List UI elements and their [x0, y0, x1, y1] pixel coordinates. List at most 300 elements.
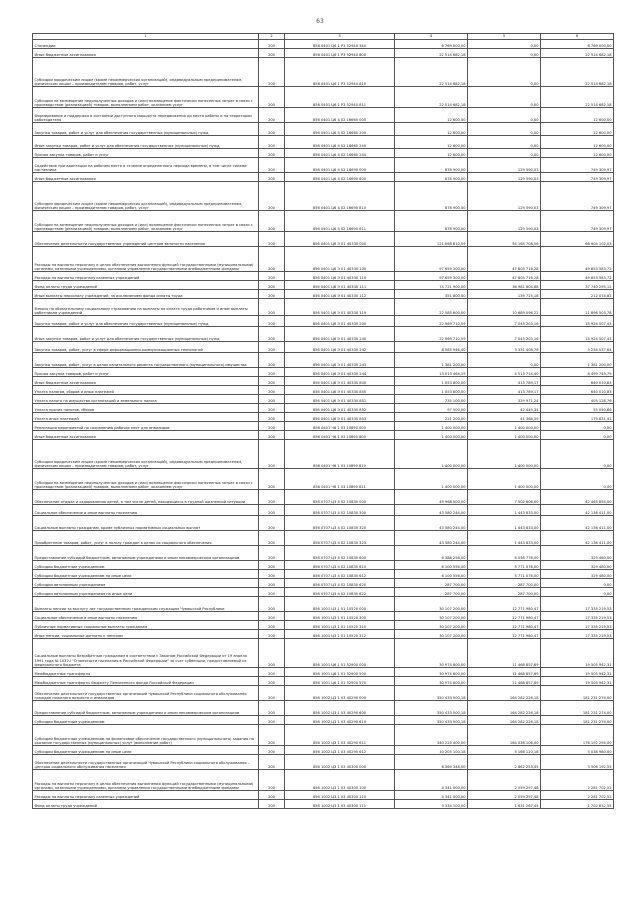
budget-line-name: Обеспечение деятельности государственных организаций Чувашской Республики социального обслуживания граждан пожилого возраста и инвалидов [33, 686, 259, 701]
admin-code: 200 [259, 413, 285, 422]
classification-code: 856 0401 Ц6 4 02 16660 200 [285, 123, 395, 136]
executed-amount: 0,00 [468, 136, 541, 149]
admin-code: 200 [259, 716, 285, 725]
table-row [33, 516, 614, 531]
executed-amount: 0,00 [468, 353, 541, 368]
table-row [33, 505, 614, 516]
budget-line-name: Предоставление субсидий бюджетным, автономным учреждениям и иным некоммерческим организациям [33, 546, 259, 561]
unexecuted-amount: 5 234 537,64 [541, 342, 614, 353]
classification-code: 856 0401 Ц6 Э 01 40330 000 [285, 232, 395, 247]
table-row [33, 588, 614, 597]
budget-table [32, 33, 614, 809]
table-row [33, 353, 614, 368]
table-row [33, 469, 614, 490]
approved-amount: 22 514 682,18 [395, 87, 468, 108]
classification-code: 856 0401 Ц6 1 P3 52940 810 [285, 58, 395, 87]
classification-code: 856 0401 Ц6 Э 01 40330 853 [285, 413, 395, 422]
classification-code: 856 1001 Ц3 1 01 10520 310 [285, 621, 395, 630]
unexecuted-amount: 19 505 942,31 [541, 677, 614, 686]
budget-line-name: Иные бюджетные ассигнования [33, 173, 259, 182]
classification-code: 856 0707 Ц3 4 02 10830 000 [285, 490, 395, 505]
approved-amount: 351 800,00 [395, 290, 468, 299]
unexecuted-amount: 42 465 894,00 [541, 490, 614, 505]
budget-line-name: Взносы по обязательному социальному страхованию на выплаты по оплате труда работников и иные выплаты работникам учреждений [33, 299, 259, 316]
admin-code: 200 [259, 686, 285, 701]
unexecuted-amount: 49 853 583,72 [541, 247, 614, 272]
admin-code: 200 [259, 677, 285, 686]
approved-amount: 97 659 300,00 [395, 247, 468, 272]
admin-code: 200 [259, 755, 285, 770]
table-row [33, 149, 614, 158]
executed-amount: 0,00 [468, 149, 541, 158]
classification-code: 856 0401 Ц6 Э 01 40330 200 [285, 316, 395, 327]
table-row [33, 386, 614, 395]
admin-code: 200 [259, 49, 285, 58]
admin-code: 200 [259, 621, 285, 630]
classification-code: 856 0401 Ч6 1 03 10890 811 [285, 469, 395, 490]
classification-code: 856 0707 Ц3 4 02 10830 620 [285, 579, 395, 588]
executed-amount: 2 059 297,48 [468, 791, 541, 800]
executed-amount: 1 400 000,00 [468, 440, 541, 469]
admin-code: 200 [259, 136, 285, 149]
budget-line-name: Субсидии автономным учреждениям на иные цели [33, 588, 259, 597]
executed-amount: 2 862 253,45 [468, 755, 541, 770]
executed-amount: 0,00 [468, 87, 541, 108]
approved-amount: 22 514 682,18 [395, 58, 468, 87]
approved-amount: 350 433 500,18 [395, 686, 468, 701]
approved-amount: 6 369 348,00 [395, 755, 468, 770]
approved-amount: 13 013 464,19 [395, 368, 468, 377]
approved-amount: 49 968 500,00 [395, 490, 468, 505]
unexecuted-amount: 0,00 [541, 588, 614, 597]
approved-amount: 30 107 200,00 [395, 621, 468, 630]
admin-code: 200 [259, 316, 285, 327]
executed-amount: 1 400 000,00 [468, 469, 541, 490]
table-row [33, 746, 614, 755]
admin-code: 200 [259, 800, 285, 809]
admin-code: 200 [259, 40, 285, 49]
classification-code: 856 0401 Ц6 1 P3 52940 811 [285, 87, 395, 108]
executed-amount: 3 331 408,76 [468, 342, 541, 353]
executed-amount: 5 771 076,00 [468, 561, 541, 570]
classification-code: 856 0401 Ц6 4 02 16690 811 [285, 211, 395, 232]
table-row [33, 800, 614, 809]
unexecuted-amount: 12 600,00 [541, 149, 614, 158]
table-row [33, 755, 614, 770]
table-row [33, 413, 614, 422]
executed-amount: 6 058 776,00 [468, 546, 541, 561]
executed-amount: 129 590,03 [468, 211, 541, 232]
budget-line-name: Межбюджетные трансферты [33, 668, 259, 677]
approved-amount: 1 381 200,00 [395, 353, 468, 368]
classification-code: 856 0401 Ц6 4 02 16690 000 [285, 158, 395, 173]
admin-code: 200 [259, 668, 285, 677]
unexecuted-amount: 15 924 507,43 [541, 316, 614, 327]
approved-amount: 350 433 500,18 [395, 716, 468, 725]
classification-code: 856 1002 Ц3 1 03 40290 000 [285, 686, 395, 701]
budget-line-name: Реализация мероприятий по сохранению рабочих мест для инвалидов [33, 422, 259, 431]
table-row [33, 342, 614, 353]
admin-code: 200 [259, 579, 285, 588]
unexecuted-amount: 22 514 682,18 [541, 87, 614, 108]
budget-line-name: Выплаты пенсии за выслугу лет государственным гражданским служащим Чувашской Республики [33, 597, 259, 612]
table-row [33, 316, 614, 327]
approved-amount: 30 107 200,00 [395, 630, 468, 639]
classification-code: 856 0707 Ц3 4 02 10830 622 [285, 588, 395, 597]
classification-code: 856 1002 Ц3 1 03 40300 110 [285, 791, 395, 800]
unexecuted-amount: 749 309,97 [541, 158, 614, 173]
table-row [33, 677, 614, 686]
unexecuted-amount: 1 702 832,55 [541, 800, 614, 809]
unexecuted-amount: 5 038 980,00 [541, 746, 614, 755]
budget-line-name: Субсидии бюджетным учреждениям на финансовое обеспечение государственного (муниципального) задания на оказание государственных (муниципальных) услуг (выполнение работ) [33, 725, 259, 746]
classification-code: 856 0401 Ц6 Э 01 40330 850 [285, 386, 395, 395]
admin-code: 200 [259, 211, 285, 232]
budget-line-name: Обеспечение деятельности государственных учреждений центров занятости населения [33, 232, 259, 247]
admin-code: 200 [259, 342, 285, 353]
classification-code: 856 1002 Ц3 1 03 40290 612 [285, 746, 395, 755]
classification-code: 856 0401 Ц6 1 P3 52940 340 [285, 40, 395, 49]
approved-amount: 30 107 200,00 [395, 597, 468, 612]
header-cell: 3 [285, 34, 395, 40]
table-row [33, 570, 614, 579]
executed-amount: 139 725,18 [468, 290, 541, 299]
classification-code: 856 0707 Ц3 4 02 10830 610 [285, 561, 395, 570]
approved-amount: 1 400 000,00 [395, 431, 468, 440]
budget-line-name: Расходы на выплаты персоналу казенных учреждений [33, 272, 259, 281]
executed-amount: 10 689 096,22 [468, 299, 541, 316]
classification-code: 856 1001 Ц3 1 01 10520 300 [285, 612, 395, 621]
budget-line-name: Стипендии [33, 40, 259, 49]
unexecuted-amount: 42 136 411,00 [541, 505, 614, 516]
approved-amount: 22 514 682,18 [395, 49, 468, 58]
unexecuted-amount: 0,00 [541, 431, 614, 440]
unexecuted-amount: 17 335 219,53 [541, 597, 614, 612]
unexecuted-amount: 749 309,97 [541, 211, 614, 232]
budget-line-name: Субсидии автономным учреждениям [33, 579, 259, 588]
executed-amount: 1 400 000,00 [468, 431, 541, 440]
admin-code: 200 [259, 490, 285, 505]
executed-amount: 1 631 267,45 [468, 800, 541, 809]
approved-amount: 43 580 244,00 [395, 516, 468, 531]
classification-code: 856 1002 Ц3 1 03 40300 000 [285, 755, 395, 770]
unexecuted-amount: 22 514 682,18 [541, 58, 614, 87]
table-row [33, 182, 614, 211]
admin-code: 200 [259, 123, 285, 136]
approved-amount: 221 200,00 [395, 413, 468, 422]
unexecuted-amount: 17 335 219,53 [541, 612, 614, 621]
budget-line-name: Иные закупки товаров, работ и услуг для обеспечения государственных (муниципальных) нужд [33, 136, 259, 149]
classification-code: 856 1001 Ц6 1 01 52900 500 [285, 668, 395, 677]
executed-amount: 11 468 857,69 [468, 668, 541, 677]
executed-amount: 0,00 [468, 49, 541, 58]
unexecuted-amount: 12 600,00 [541, 108, 614, 123]
budget-line-name: Субсидии юридическим лицам (кроме некоммерческих организаций), индивидуальным предпринимателям, физическим лицам – производителям товаров, работ, услуг [33, 58, 259, 87]
table-row [33, 281, 614, 290]
admin-code: 200 [259, 597, 285, 612]
executed-amount: 12 771 980,47 [468, 630, 541, 639]
table-row [33, 87, 614, 108]
budget-line-name: Иные пенсии, социальные доплаты к пенсиям [33, 630, 259, 639]
budget-line-name: Предоставление субсидий бюджетным, автономным учреждениям и иным некоммерческим организациям [33, 701, 259, 716]
admin-code: 200 [259, 422, 285, 431]
table-row [33, 290, 614, 299]
approved-amount: 22 969 710,59 [395, 327, 468, 342]
admin-code: 200 [259, 87, 285, 108]
unexecuted-amount: 329 480,00 [541, 546, 614, 561]
admin-code: 200 [259, 281, 285, 290]
executed-amount: 164 036 106,00 [468, 725, 541, 746]
unexecuted-amount: 15 924 507,43 [541, 327, 614, 342]
unexecuted-amount: 12 600,00 [541, 136, 614, 149]
budget-line-name: Социальное обеспечение и иные выплаты населению [33, 505, 259, 516]
approved-amount: 30 974 800,00 [395, 677, 468, 686]
budget-line-name: Закупка товаров, работ и услуг для обеспечения государственных (муниципальных) нужд [33, 123, 259, 136]
classification-code: 856 0401 Ц6 Э 01 40330 800 [285, 377, 395, 386]
admin-code: 200 [259, 58, 285, 87]
unexecuted-amount: 49 853 583,72 [541, 272, 614, 281]
budget-line-name: Иные бюджетные ассигнования [33, 49, 259, 58]
executed-amount: 7 045 203,16 [468, 316, 541, 327]
unexecuted-amount: 405 128,76 [541, 395, 614, 404]
admin-code: 200 [259, 746, 285, 755]
unexecuted-amount: 640 010,83 [541, 386, 614, 395]
executed-amount: 4 513 714,40 [468, 368, 541, 377]
unexecuted-amount: 37 740 295,12 [541, 281, 614, 290]
admin-code: 200 [259, 386, 285, 395]
table-row [33, 440, 614, 469]
budget-line-name: Субсидии юридическим лицам (кроме некоммерческих организаций), индивидуальным предпринимателям, физическим лицам – производителям товаров, работ, услуг [33, 182, 259, 211]
classification-code: 856 1002 Ц3 1 03 40300 100 [285, 770, 395, 791]
executed-amount: 413 789,17 [468, 386, 541, 395]
budget-line-name: Обеспечение деятельности государственных организаций Чувашской Республики социального обслуживания – центров социального обслуживания населения [33, 755, 259, 770]
budget-line-name: Закупка товаров, работ, услуг в целях капитального ремонта государственного (муниципального) имущества [33, 353, 259, 368]
classification-code: 856 1002 Ц3 1 03 40290 611 [285, 725, 395, 746]
executed-amount: 12 771 980,47 [468, 612, 541, 621]
executed-amount: 0,00 [468, 58, 541, 87]
executed-amount: 1 443 833,00 [468, 531, 541, 546]
classification-code: 856 0401 Ч6 1 03 10890 810 [285, 440, 395, 469]
approved-amount: 1 400 000,00 [395, 440, 468, 469]
classification-code: 856 0401 Ц6 Э 01 40330 111 [285, 281, 395, 290]
admin-code: 200 [259, 290, 285, 299]
classification-code: 856 1002 Ц3 1 03 40300 111 [285, 800, 395, 809]
unexecuted-amount: 1 381 200,00 [541, 353, 614, 368]
executed-amount: 12 771 980,47 [468, 621, 541, 630]
unexecuted-amount: 181 231 274,00 [541, 701, 614, 716]
unexecuted-amount: 329 480,00 [541, 570, 614, 579]
table-row [33, 579, 614, 588]
unexecuted-amount: 17 335 219,53 [541, 621, 614, 630]
unexecuted-amount: 179 831,41 [541, 413, 614, 422]
unexecuted-amount: 12 600,00 [541, 123, 614, 136]
table-row [33, 422, 614, 431]
classification-code: 856 0707 Ц3 4 02 10830 320 [285, 516, 395, 531]
classification-code: 856 0401 Ц6 4 02 16690 810 [285, 182, 395, 211]
approved-amount: 6 769 000,00 [395, 40, 468, 49]
table-row [33, 686, 614, 701]
budget-line-name: Иные бюджетные ассигнования [33, 377, 259, 386]
header-cell: 5 [468, 34, 541, 40]
table-row [33, 108, 614, 123]
executed-amount: 7 045 203,16 [468, 327, 541, 342]
approved-amount: 43 580 244,00 [395, 505, 468, 516]
table-row [33, 272, 614, 281]
table-row [33, 158, 614, 173]
table-row [33, 490, 614, 505]
admin-code: 200 [259, 570, 285, 579]
approved-amount: 22 585 600,00 [395, 299, 468, 316]
unexecuted-amount: 19 505 942,31 [541, 639, 614, 668]
unexecuted-amount: 181 231 274,00 [541, 716, 614, 725]
budget-line-name: Уплата налога на имущество организаций и земельного налога [33, 395, 259, 404]
classification-code: 856 0401 Ц6 Э 01 40330 243 [285, 353, 395, 368]
unexecuted-amount: 2 281 702,52 [541, 791, 614, 800]
admin-code: 200 [259, 158, 285, 173]
header-cell: 4 [395, 34, 468, 40]
classification-code: 856 1002 Ц3 1 03 40290 600 [285, 701, 395, 716]
executed-amount: 41 368,59 [468, 413, 541, 422]
table-row [33, 701, 614, 716]
table-row [33, 546, 614, 561]
classification-code: 856 0401 Ц6 Э 01 40330 119 [285, 299, 395, 316]
executed-amount: 413 789,17 [468, 377, 541, 386]
budget-line-name: Социальные выплаты безработным гражданам в соответствии с Законом Российской Федерации от 19 апреля 1991 года № 1032-I "О занятости населения в Российской Федерации" за счет субвенции, предоставляемой из федерального бюджета [33, 639, 259, 668]
approved-amount: 350 433 500,18 [395, 701, 468, 716]
admin-code: 200 [259, 353, 285, 368]
admin-code: 200 [259, 149, 285, 158]
classification-code: 856 1001 Ц6 1 01 52900 570 [285, 677, 395, 686]
admin-code: 200 [259, 404, 285, 413]
budget-line-name: Расходы на выплаты персоналу в целях обеспечения выполнения функций государственными (муниципальными) органами, казенными учреждениями, органами управления государственными внебюджетными фондами [33, 247, 259, 272]
header-cell: 2 [259, 34, 285, 40]
admin-code: 200 [259, 232, 285, 247]
approved-amount: 878 900,00 [395, 211, 468, 232]
budget-line-name: Прочая закупка товаров, работ и услуг [33, 149, 259, 158]
table-row [33, 299, 614, 316]
executed-amount: 164 282 226,18 [468, 686, 541, 701]
table-row [33, 639, 614, 668]
approved-amount: 878 900,00 [395, 182, 468, 211]
unexecuted-amount: 11 896 503,78 [541, 299, 614, 316]
unexecuted-amount: 66 904 102,03 [541, 232, 614, 247]
unexecuted-amount: 0,00 [541, 422, 614, 431]
budget-line-name: Уплата налогов, сборов и иных платежей [33, 386, 259, 395]
table-row [33, 211, 614, 232]
approved-amount: 22 969 710,59 [395, 316, 468, 327]
unexecuted-amount: 19 505 942,31 [541, 668, 614, 677]
table-row [33, 725, 614, 746]
table-row [33, 247, 614, 272]
admin-code: 200 [259, 770, 285, 791]
classification-code: 856 0401 Ц6 1 P3 52940 800 [285, 49, 395, 58]
executed-amount: 329 971,24 [468, 395, 541, 404]
table-row [33, 770, 614, 791]
table-row [33, 377, 614, 386]
table-row [33, 668, 614, 677]
budget-line-name: Социальные выплаты гражданам, кроме публичных нормативных социальных выплат [33, 516, 259, 531]
table-row [33, 368, 614, 377]
table-row [33, 531, 614, 546]
budget-line-name: Прочая закупка товаров, работ и услуг [33, 368, 259, 377]
approved-amount: 74 721 900,00 [395, 281, 468, 290]
approved-amount: 12 600,00 [395, 123, 468, 136]
executed-amount: 287 700,00 [468, 588, 541, 597]
budget-line-name: Расходы на выплаты персоналу в целях обеспечения выполнения функций государственными (муниципальными) органами, казенными учреждениями, органами управления государственными внебюджетными фондами [33, 770, 259, 791]
budget-line-name: Фонд оплаты труда учреждений [33, 281, 259, 290]
approved-amount: 97 659 300,00 [395, 272, 468, 281]
approved-amount: 340 225 400,00 [395, 725, 468, 746]
budget-line-name: Субсидии на возмещение недополученных доходов и (или) возмещение фактически понесенных затрат в связи с производством (реализацией) товаров, выполнением работ, оказанием услуг [33, 87, 259, 108]
executed-amount: 11 468 857,69 [468, 639, 541, 668]
admin-code: 200 [259, 272, 285, 281]
table-row [33, 123, 614, 136]
budget-line-name: Обеспечение отдыха и оздоровления детей, в том числе детей, находящихся в трудной жизненной ситуации [33, 490, 259, 505]
executed-amount: 129 590,03 [468, 173, 541, 182]
unexecuted-amount: 17 335 219,53 [541, 630, 614, 639]
budget-line-name: Межбюджетные трансферты бюджету Пенсионного фонда Российской Федерации [33, 677, 259, 686]
admin-code: 200 [259, 546, 285, 561]
executed-amount: 11 468 857,69 [468, 677, 541, 686]
executed-amount: 47 805 716,28 [468, 247, 541, 272]
budget-line-name: Социальное обеспечение и иные выплаты населению [33, 612, 259, 621]
admin-code: 200 [259, 377, 285, 386]
classification-code: 856 0401 Ц6 Э 01 40330 244 [285, 368, 395, 377]
budget-line-name: Иные закупки товаров, работ и услуг для обеспечения государственных (муниципальных) нужд [33, 327, 259, 342]
approved-amount: 287 700,00 [395, 579, 468, 588]
budget-line-name: Расходы на выплаты персоналу казенных учреждений [33, 791, 259, 800]
unexecuted-amount: 3 506 192,55 [541, 755, 614, 770]
unexecuted-amount: 8 499 749,79 [541, 368, 614, 377]
executed-amount: 47 805 716,28 [468, 272, 541, 281]
budget-line-name: Субсидии бюджетным учреждениям [33, 716, 259, 725]
approved-amount: 12 600,00 [395, 136, 468, 149]
unexecuted-amount: 640 010,83 [541, 377, 614, 386]
classification-code: 856 0707 Ц3 4 02 10830 600 [285, 546, 395, 561]
table-row [33, 597, 614, 612]
unexecuted-amount: 0,00 [541, 440, 614, 469]
admin-code: 200 [259, 368, 285, 377]
executed-amount: 12 771 980,47 [468, 597, 541, 612]
table-row [33, 173, 614, 182]
unexecuted-amount: 0,00 [541, 579, 614, 588]
executed-amount: 36 981 604,88 [468, 281, 541, 290]
budget-line-name: Субсидии на возмещение недополученных доходов и (или) возмещение фактически понесенных затрат в связи с производством (реализацией) товаров, выполнением работ, оказанием услуг [33, 469, 259, 490]
admin-code: 200 [259, 612, 285, 621]
admin-code: 200 [259, 505, 285, 516]
unexecuted-amount: 42 136 411,00 [541, 516, 614, 531]
header-cell: 1 [33, 34, 259, 40]
admin-code: 200 [259, 701, 285, 716]
classification-code: 856 0401 Ц6 Э 01 40330 851 [285, 395, 395, 404]
executed-amount: 129 590,03 [468, 158, 541, 173]
admin-code: 200 [259, 395, 285, 404]
classification-code: 856 0401 Ц6 Э 01 40330 100 [285, 247, 395, 272]
budget-line-name: Субсидии юридическим лицам (кроме некоммерческих организаций), индивидуальным предпринимателям, физическим лицам – производителям товаров, работ, услуг [33, 440, 259, 469]
approved-amount: 1 400 000,00 [395, 469, 468, 490]
unexecuted-amount: 749 309,97 [541, 182, 614, 211]
executed-amount: 54 164 708,56 [468, 232, 541, 247]
classification-code: 856 0707 Ц3 4 02 10830 323 [285, 531, 395, 546]
unexecuted-amount: 55 050,66 [541, 404, 614, 413]
unexecuted-amount: 42 136 411,00 [541, 531, 614, 546]
admin-code: 200 [259, 173, 285, 182]
table-row [33, 612, 614, 621]
approved-amount: 30 974 800,00 [395, 668, 468, 677]
unexecuted-amount: 181 231 274,00 [541, 686, 614, 701]
classification-code: 856 0401 Ц6 Э 01 40330 112 [285, 290, 395, 299]
executed-amount: 1 400 000,00 [468, 422, 541, 431]
